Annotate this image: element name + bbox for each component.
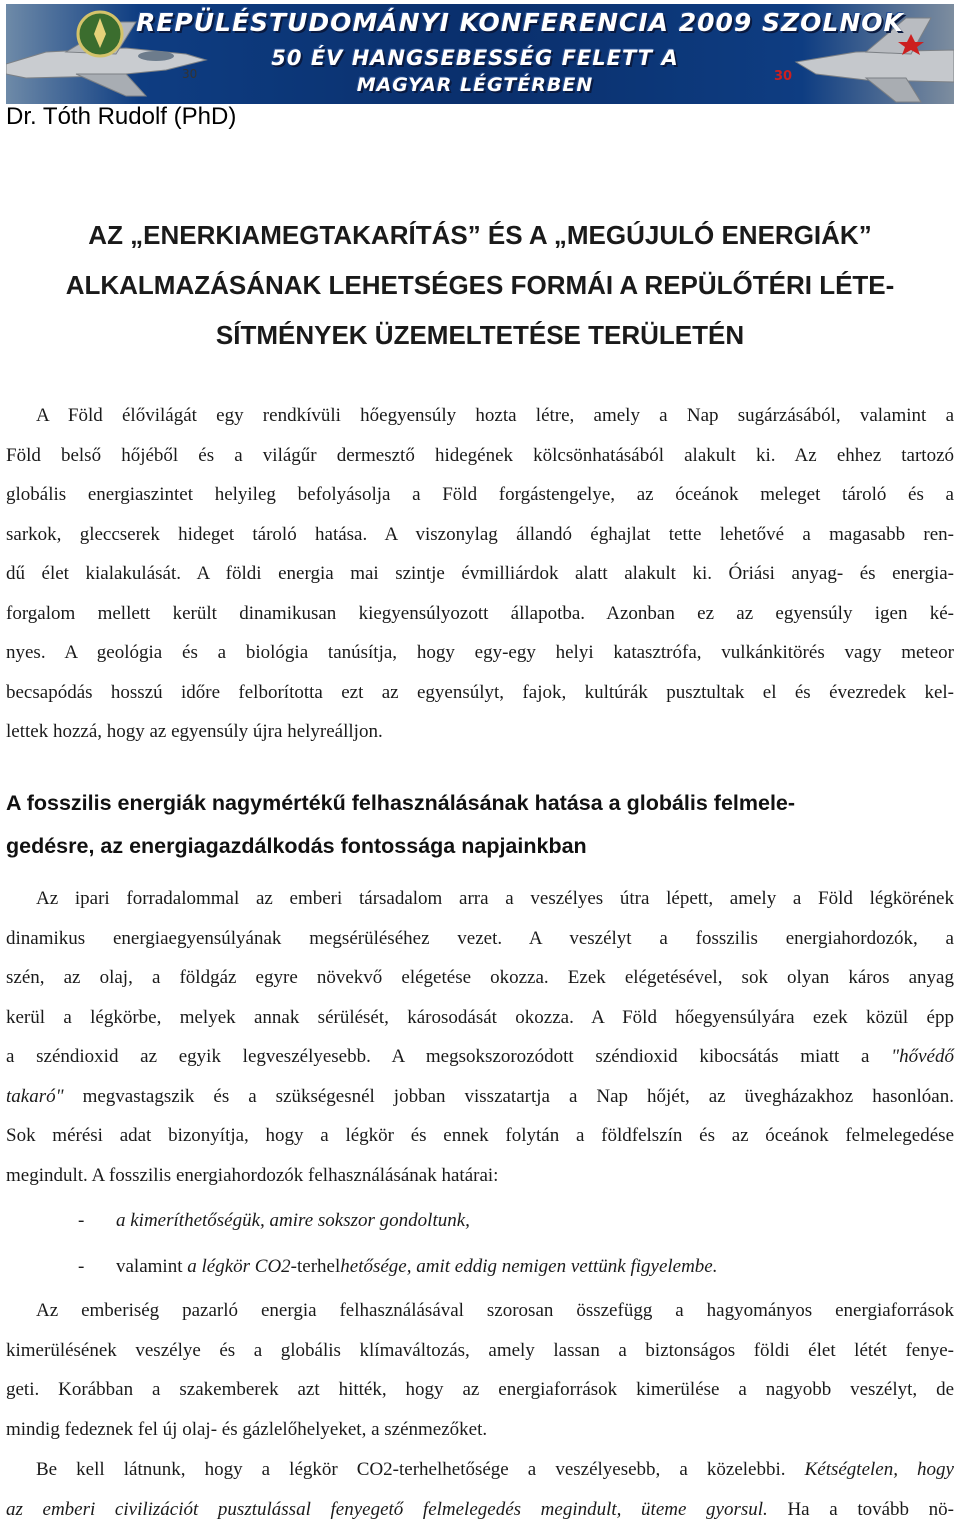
bullet-item [6, 1210, 470, 1232]
paragraph-line: forgalom mellett került dinamikusan kiegyensúlyozott állapotba. Azonban ez az egyensúly igen ké- [6, 602, 954, 624]
section-heading-line: A fosszilis energiák nagymértékű felhasználásának hatása a globális felmele- [6, 791, 796, 815]
intro-paragraph [6, 396, 954, 752]
bullet-item [6, 1256, 718, 1278]
title-line: AZ „ENERKIAMEGTAKARÍTÁS” ÉS A „MEGÚJULÓ ENERGIÁK” [88, 220, 872, 250]
bullet-text: valamint [116, 1256, 188, 1277]
paragraph-line: becsapódás hosszú időre felborította ezt az egyensúlyt, fajok, kultúrák pusztultak el és évezredek kel- [6, 681, 954, 703]
section-heading-line: gedésre, az energiagazdálkodás fontossága napjainkban [6, 834, 587, 858]
paragraph-line: nyes. A geológia és a biológia tanúsítja, hogy egy-egy helyi katasztrófa, vulkánkitörés vagy meteor [6, 642, 954, 663]
bullet-text: a légkör CO2- [187, 1256, 297, 1277]
title-line: ALKALMAZÁSÁNAK LEHETSÉGES FORMÁI A REPÜLŐTÉRI LÉTE- [65, 270, 895, 300]
conference-banner [6, 4, 954, 104]
paragraph-line: Sok mérési adat bizonyítja, hogy a légkör és ennek folytán a földfelszín és az óceánok felmelegedése [6, 1125, 954, 1146]
bullet-text: a kimeríthetőségük, amire sokszor gondoltunk, [116, 1210, 470, 1231]
fossil-paragraph [6, 879, 954, 1195]
banner-title: REPÜLÉSTUDOMÁNYI KONFERENCIA 2009 SZOLNOK [136, 8, 904, 37]
banner-subtitle-line1: 50 ÉV HANGSEBESSÉG FELETT A [271, 46, 679, 70]
paragraph-line: dű élet kialakulását. A földi energia mai szintje évmilliárdok alatt alakult ki. Óriási anyag- és energia- [6, 563, 954, 584]
paragraph-line: globális energiaszintet helyileg befolyásolja a Föld forgástengelye, az óceánok meleget tároló és a [6, 484, 954, 505]
author-name: Dr. Tóth Rudolf (PhD) [6, 103, 237, 130]
bullet-text: hetősége, amit eddig nemigen vettünk figyelembe. [340, 1256, 718, 1277]
section-heading [6, 782, 956, 868]
text-run: a széndioxid az egyik legveszélyesebb. A megsokszorozódott széndioxid kibocsátás miatt a [6, 1046, 892, 1067]
paragraph-line: megindult. A fosszilis energiahordozók felhasználásának határai: [6, 1164, 499, 1186]
paragraph-line: mindig fedeznek fel új olaj- és gázlelőhelyeket, a szénmezőket. [6, 1418, 488, 1440]
paragraph-line: A Föld élővilágát egy rendkívüli hőegyensúly hozta létre, amely a Nap sugárzásából, valamint a [36, 405, 954, 426]
text-run: Ha a tovább nö- [767, 1498, 954, 1520]
paragraph-line [6, 1450, 954, 1490]
paragraph-line: Föld belső hőjéből és a világűr dermesztő hidegének kölcsönhatásából alakult ki. Az ehhez tartozó [6, 444, 954, 466]
italic-run: Kétségtelen, hogy [804, 1459, 954, 1480]
paragraph-line: kimerülésének veszélye és a globális klímaváltozás, amely lassan a biztonságos földi élet létét fenye- [6, 1339, 954, 1361]
svg-text:30: 30 [182, 67, 198, 81]
paragraph-line: szén, az olaj, a földgáz egyre növekvő elégetése okozza. Ezek elégetésével, sok olyan káros anyag [6, 967, 954, 988]
paragraph-line: sarkok, gleccserek hideget tároló hatása. A viszonylag állandó éghajlat tette lehetővé a magasabb ren- [6, 523, 954, 545]
bullet-dash: - [78, 1256, 85, 1277]
document-title [0, 210, 960, 360]
paragraph-line: Az ipari forradalommal az emberi társadalom arra a veszélyes útra lépett, amely a Föld légkörének [36, 888, 954, 909]
paragraph-line [6, 1037, 954, 1077]
paragraph-line [6, 1077, 954, 1117]
conference-emblem-icon [78, 12, 122, 56]
text-run: megvastagszik és a szükségesnél jobban visszatartja a Nap hőjét, az üvegházakhoz hasonlóan. [63, 1085, 954, 1107]
paragraph-line: lettek hozzá, hogy az egyensúly újra helyreálljon. [6, 721, 383, 742]
paragraph-line [6, 1490, 954, 1524]
svg-text:30: 30 [774, 69, 793, 84]
banner-subtitle-line2: MAGYAR LÉGTÉRBEN [356, 74, 594, 96]
bullet-text: terhel [297, 1256, 341, 1277]
paragraph-line: dinamikus energiaegyensúlyának megsérüléséhez vezet. A veszélyt a fosszilis energiahordozók, a [6, 927, 954, 949]
paragraph-line: geti. Korábban a szakemberek azt hitték, hogy az energiaforrások kimerülése a nagyobb veszélyt, de [6, 1379, 954, 1400]
paragraph-line: kerül a légkörbe, melyek annak sérülését, károsodását okozza. A Föld hőegyensúlyára ezek közül épp [6, 1006, 954, 1028]
bullet-dash: - [78, 1210, 85, 1231]
resource-paragraph [6, 1291, 954, 1449]
co2-paragraph [6, 1450, 954, 1524]
italic-run: "hővédő [891, 1046, 954, 1067]
italic-run: takaró" [6, 1085, 64, 1107]
paragraph-line: Az emberiség pazarló energia felhasználásával szorosan összefügg a hagyományos energiaforrások [36, 1300, 954, 1321]
italic-run: az emberi civilizációt pusztulással fenyegető felmelegedés megindult, üteme gyorsul. [6, 1498, 768, 1520]
title-line: SÍTMÉNYEK ÜZEMELTETÉSE TERÜLETÉN [215, 320, 745, 350]
text-run: Be kell látnunk, hogy a légkör CO2-terhelhetősége a veszélyesebb, a közelebbi. [36, 1459, 805, 1480]
